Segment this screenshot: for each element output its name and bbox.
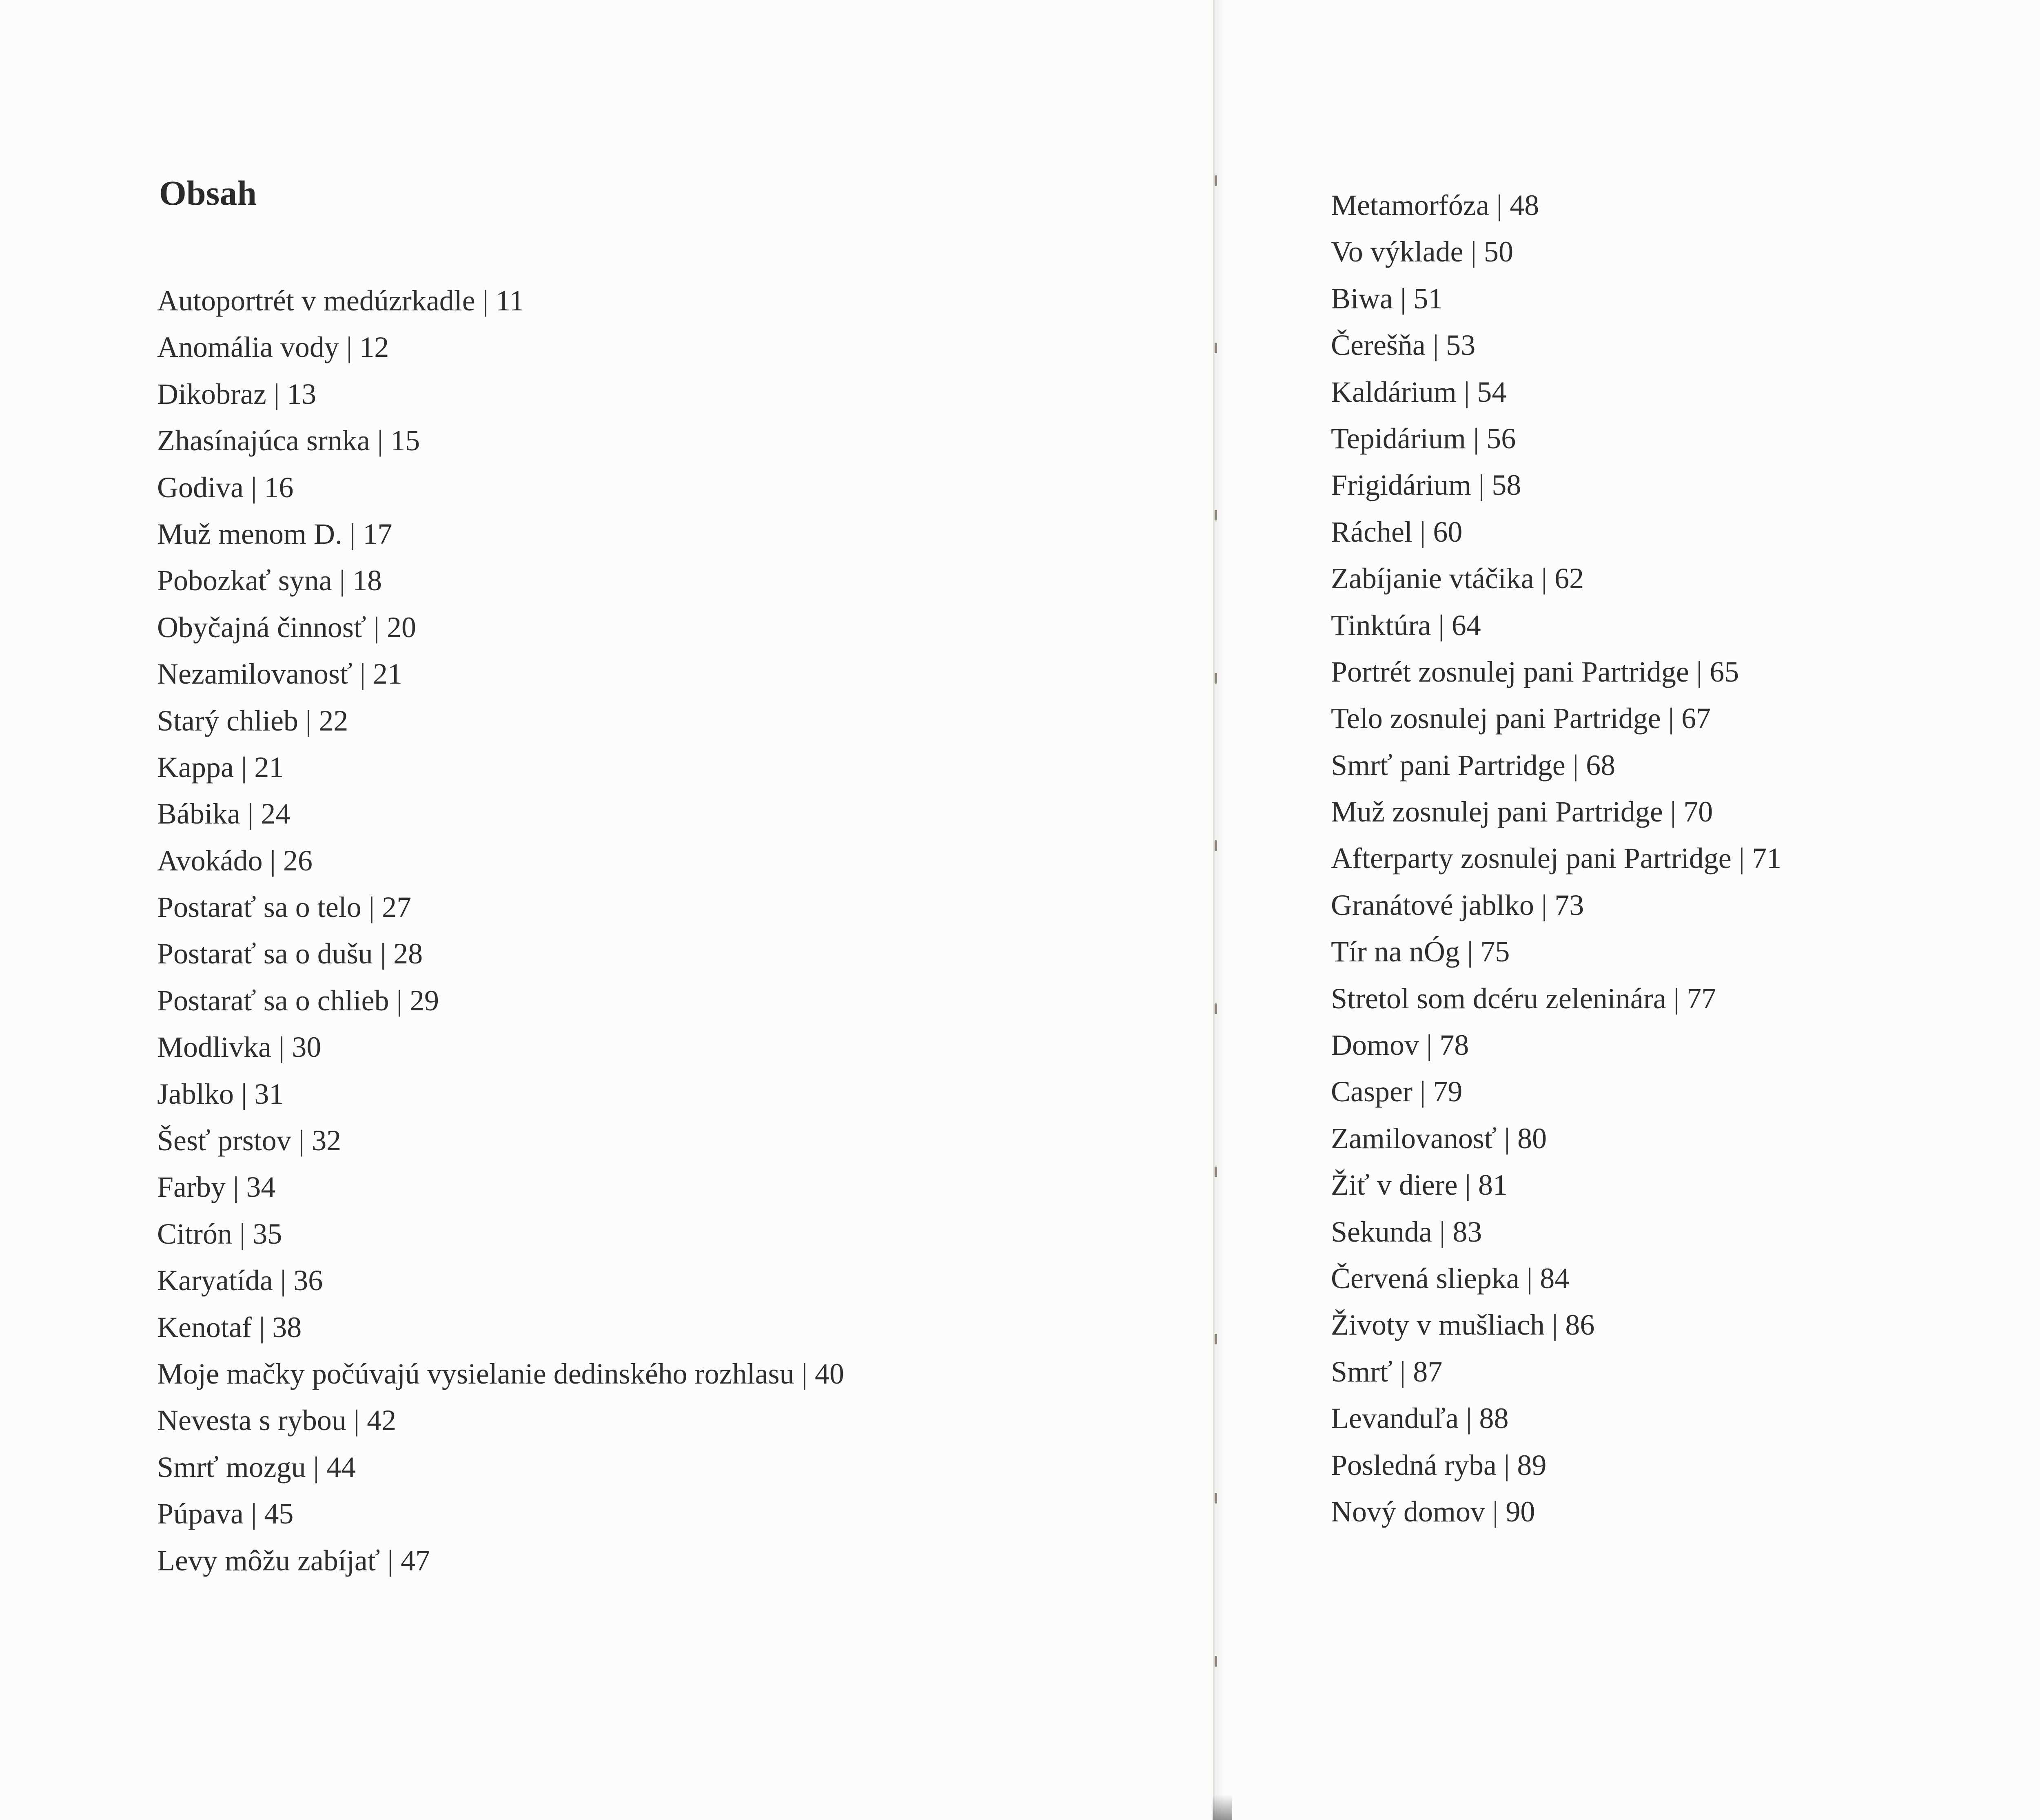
toc-entry: Vo výklade | 50 bbox=[1331, 235, 1514, 268]
toc-entry: Smrť pani Partridge | 68 bbox=[1331, 748, 1616, 782]
toc-entry: Postarať sa o dušu | 28 bbox=[157, 937, 423, 970]
toc-entry: Ráchel | 60 bbox=[1331, 515, 1463, 548]
toc-entry: Zamilovanosť | 80 bbox=[1331, 1122, 1547, 1155]
toc-entry: Autoportrét v medúzrkadle | 11 bbox=[157, 284, 524, 317]
toc-entry: Postarať sa o telo | 27 bbox=[157, 891, 412, 924]
toc-right-column bbox=[1331, 182, 1781, 1535]
binding-stitch bbox=[1215, 175, 1217, 186]
gutter-base-shadow bbox=[1213, 1795, 1232, 1820]
toc-entry: Čerešňa | 53 bbox=[1331, 329, 1476, 362]
binding-stitch bbox=[1215, 510, 1217, 520]
toc-entry: Posledná ryba | 89 bbox=[1331, 1448, 1547, 1481]
toc-entry: Modlivka | 30 bbox=[157, 1031, 322, 1064]
toc-entry: Zhasínajúca srnka | 15 bbox=[157, 424, 420, 457]
binding-stitch bbox=[1215, 1167, 1217, 1177]
toc-entry: Zabíjanie vtáčika | 62 bbox=[1331, 562, 1584, 595]
toc-entry: Muž menom D. | 17 bbox=[157, 517, 392, 550]
toc-entry: Životy v mušliach | 86 bbox=[1331, 1309, 1595, 1342]
toc-entry: Bábika | 24 bbox=[157, 797, 290, 830]
toc-entry: Domov | 78 bbox=[1331, 1029, 1469, 1062]
toc-entry: Metamorfóza | 48 bbox=[1331, 189, 1539, 221]
binding-stitch bbox=[1215, 1493, 1217, 1503]
toc-entry: Dikobraz | 13 bbox=[157, 377, 317, 410]
toc-entry: Červená sliepka | 84 bbox=[1331, 1262, 1570, 1295]
toc-entry: Citrón | 35 bbox=[157, 1217, 282, 1250]
toc-entry: Postarať sa o chlieb | 29 bbox=[157, 984, 439, 1017]
toc-entry: Godiva | 16 bbox=[157, 471, 294, 504]
toc-entry: Stretol som dcéru zeleninára | 77 bbox=[1331, 982, 1716, 1015]
toc-entry: Šesť prstov | 32 bbox=[157, 1124, 341, 1157]
toc-entry: Tír na nÓg | 75 bbox=[1331, 935, 1510, 968]
toc-entry: Tinktúra | 64 bbox=[1331, 609, 1481, 642]
toc-entry: Casper | 79 bbox=[1331, 1075, 1463, 1108]
toc-title: Obsah bbox=[159, 173, 257, 213]
toc-entry: Smrť | 87 bbox=[1331, 1355, 1443, 1388]
toc-entry: Tepidárium | 56 bbox=[1331, 422, 1516, 455]
binding-stitch bbox=[1215, 1003, 1217, 1014]
toc-entry: Púpava | 45 bbox=[157, 1497, 294, 1530]
right-page bbox=[1214, 0, 2040, 1820]
gutter-shadow bbox=[1215, 0, 1225, 1820]
toc-entry: Kenotaf | 38 bbox=[157, 1311, 302, 1344]
toc-entry: Granátové jablko | 73 bbox=[1331, 888, 1584, 921]
toc-entry: Nový domov | 90 bbox=[1331, 1495, 1535, 1528]
toc-entry: Nevesta s rybou | 42 bbox=[157, 1404, 397, 1437]
toc-entry: Kappa | 21 bbox=[157, 751, 284, 784]
toc-entry: Farby | 34 bbox=[157, 1171, 276, 1204]
binding-stitch bbox=[1215, 343, 1217, 353]
toc-entry: Frigidárium | 58 bbox=[1331, 469, 1521, 502]
toc-entry: Kaldárium | 54 bbox=[1331, 375, 1507, 408]
toc-entry: Portrét zosnulej pani Partridge | 65 bbox=[1331, 655, 1739, 688]
toc-entry: Biwa | 51 bbox=[1331, 282, 1443, 315]
binding-stitch bbox=[1215, 840, 1217, 851]
toc-entry: Moje mačky počúvajú vysielanie dedinského rozhlasu | 40 bbox=[157, 1357, 844, 1390]
toc-entry: Levanduľa | 88 bbox=[1331, 1402, 1509, 1435]
binding-stitch bbox=[1215, 673, 1217, 684]
toc-entry: Avokádo | 26 bbox=[157, 844, 313, 877]
toc-entry: Obyčajná činnosť | 20 bbox=[157, 611, 417, 644]
toc-entry: Anomália vody | 12 bbox=[157, 331, 389, 364]
toc-entry: Muž zosnulej pani Partridge | 70 bbox=[1331, 795, 1713, 828]
toc-entry: Telo zosnulej pani Partridge | 67 bbox=[1331, 702, 1711, 735]
toc-entry: Jablko | 31 bbox=[157, 1077, 284, 1110]
toc-entry: Levy môžu zabíjať | 47 bbox=[157, 1544, 430, 1577]
toc-left-column bbox=[157, 277, 844, 1584]
toc-entry: Karyatída | 36 bbox=[157, 1264, 323, 1297]
toc-entry: Nezamilovanosť | 21 bbox=[157, 658, 403, 691]
toc-entry: Starý chlieb | 22 bbox=[157, 704, 348, 737]
binding-stitch bbox=[1215, 1656, 1217, 1667]
toc-entry: Afterparty zosnulej pani Partridge | 71 bbox=[1331, 842, 1782, 875]
toc-entry: Smrť mozgu | 44 bbox=[157, 1450, 356, 1483]
toc-entry: Sekunda | 83 bbox=[1331, 1215, 1482, 1248]
toc-entry: Pobozkať syna | 18 bbox=[157, 564, 382, 597]
toc-entry: Žiť v diere | 81 bbox=[1331, 1169, 1508, 1202]
binding-stitch bbox=[1215, 1334, 1217, 1344]
